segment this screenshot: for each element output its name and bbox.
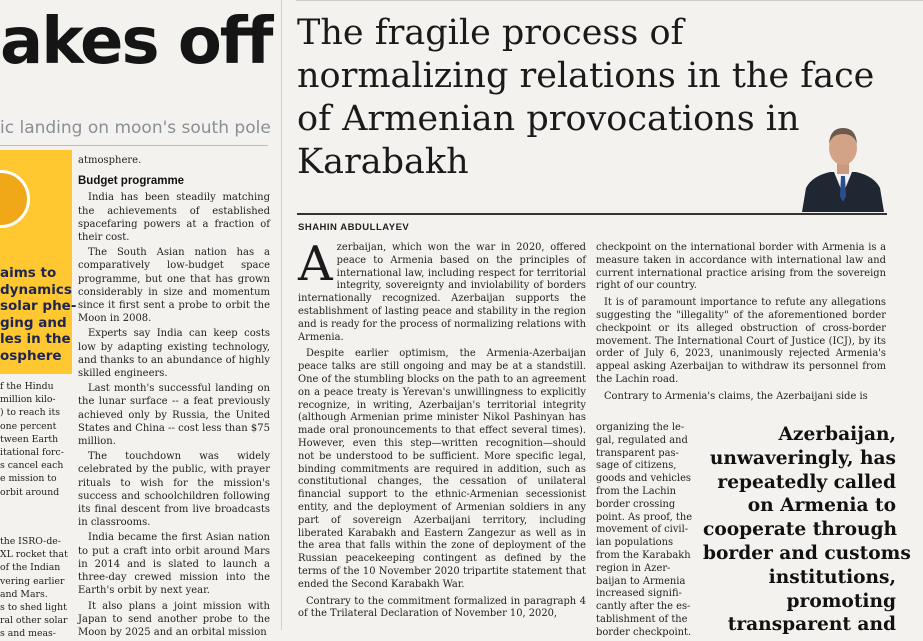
body-line: sage of citizens, xyxy=(596,460,677,472)
left-article-subhead: ic landing on moon's south pole xyxy=(0,118,271,138)
body-paragraph: It also plans a joint mission with Japan to send another probe to the Moon by 2025 and an orbital mission xyxy=(78,600,270,638)
section-heading: Budget programme xyxy=(78,175,185,188)
callout-text: aims to dynamics solar phe- ging and les in the osphere xyxy=(0,265,77,364)
left-article-body-column xyxy=(78,154,270,641)
article-column-2 xyxy=(596,242,886,408)
body-line: region in Azer- xyxy=(596,562,671,574)
fragment-line: itational forc- xyxy=(0,447,64,459)
byline: SHAHIN ABDULLAYEV xyxy=(298,222,410,233)
pull-quote: Azerbaijan, unwaveringly, has repeatedly called on Armenia to cooperate through border and customs institutions, promoting transparent and xyxy=(703,424,911,636)
body-line: baijan to Armenia xyxy=(596,575,686,587)
fragment-line: s to shed light xyxy=(0,602,67,614)
left-article-headline: akes off xyxy=(0,5,272,79)
drop-cap: A xyxy=(298,236,333,292)
fragment-line: s cancel each xyxy=(0,460,64,472)
body-line: goods and vehicles xyxy=(596,473,691,485)
body-paragraph: The South Asian nation has a comparatively low-budget space programme, but one that has grown considerably in size and momentum since it first sent a probe to orbit the Moon in 2008. xyxy=(78,247,270,325)
body-paragraph xyxy=(298,236,586,344)
body-paragraph: It is of paramount importance to refute any allegations suggesting the "illegality" of the aforementioned border checkpoint or its alleged obstruction of cross-border movement. The International Court of Justice (ICJ), by its order of July 6, 2023, unanimously rejected Armenia's appeal asking Azerbaijan to withdraw its personnel from the Lachin road. xyxy=(596,297,886,385)
body-paragraph: Despite earlier optimism, the Armenia-Azerbaijan peace talks are still ongoing and may be at a standstill. One of the stumbling blocks on the path to an agreement on a peace treaty is Yerevan's unwillingness to explicitly recognize, in writing, Azerbaijan's territorial integrity (although Armenian prime minister Nikol Pashinyan has made oral pronouncements to that effect several times). However, even this step—written recognition—should not be understood to be sufficient. More specific legal, binding commitments are required in addition, such as constitutional changes, the cessation of unilateral financial support to the ethnic-Armenian secessionist entity, and the deployment of Armenian soldiers in any part of sovereign Azerbaijani territory, including liberated Karabakh and Eastern Zangezur as well as in the area that falls within the zone of deployment of the Russian peacekeeping contingent as defined by the terms of the 10 November 2020 tripartite statement that ended the Second Karabakh War. xyxy=(298,348,586,590)
fragment-line: tween Earth xyxy=(0,433,59,445)
body-line: from the Karabakh xyxy=(596,549,691,561)
body-paragraph: Contrary to the commitment formalized in paragraph 4 of the Trilateral Declaration of November 10, 2020, xyxy=(298,595,586,620)
article-headline: The fragile process of normalizing relations in the face of Armenian provocations in Karabakh xyxy=(297,13,875,182)
body-paragraph: The touchdown was widely celebrated by the public, with prayer rituals to wish for the mission's success and schoolchildren following its final descent from live broadcasts in classrooms. xyxy=(78,451,270,529)
body-line: point. As proof, the xyxy=(596,511,693,523)
author-photo xyxy=(800,120,886,212)
fragment-line: million kilo- xyxy=(0,394,56,406)
body-paragraph: atmosphere. xyxy=(78,155,142,166)
body-paragraph: Contrary to Armenia's claims, the Azerbaijani side is xyxy=(604,390,868,402)
article-narrow-column xyxy=(596,422,696,640)
body-line: border crossing xyxy=(596,498,676,510)
body-paragraph: Last month's successful landing on the lunar surface -- a feat previously achieved only by Russia, the United States and China -- cost less than $75 million. xyxy=(78,383,270,448)
body-line: organizing the le- xyxy=(596,422,685,433)
top-rule xyxy=(296,0,923,1)
fragment-line: orbit around xyxy=(0,486,60,498)
fragment-line: s and meas- xyxy=(0,628,56,640)
body-paragraph: Experts say India can keep costs low by adapting existing technology, and thanks to an abundance of highly skilled engineers. xyxy=(78,328,270,380)
body-paragraph: checkpoint on the international border with Armenia is a measure taken in accordance with international law and current international practice arising from the sovereign right of our country. xyxy=(596,242,886,292)
paragraph-text: zerbaijan, which won the war in 2020, offered peace to Armenia based on the principles of international law, including respect for territorial integrity, sovereignty and inviolability of borders internationally recognized. Azerbaijan supports the establishment of lasting peace and stability in the region and is ready for the process of normalizing relations with Armenia. xyxy=(298,242,586,343)
body-line: cantly after the es- xyxy=(596,601,691,613)
left-fragment-column-top xyxy=(0,380,72,499)
fragment-line: e mission to xyxy=(0,473,57,485)
body-paragraph: India has been steadily matching the achievements of established spacefaring powers at a fraction of their cost. xyxy=(78,192,270,244)
body-line: ian populations xyxy=(596,537,674,549)
body-paragraph: India became the first Asian nation to put a craft into orbit around Mars in 2014 and is slated to launch a three-day crewed mission into the Earth's orbit by next year. xyxy=(78,532,270,597)
body-line: movement of civil- xyxy=(596,524,689,536)
fragment-line: and Mars. xyxy=(0,588,48,600)
left-divider xyxy=(0,145,268,146)
body-line: transparent pas- xyxy=(596,447,679,459)
fragment-line: ral other solar xyxy=(0,615,68,627)
body-line: tablishment of the xyxy=(596,613,688,625)
fragment-line: f the Hindu xyxy=(0,381,54,392)
body-line: gal, regulated and xyxy=(596,434,688,446)
byline-rule xyxy=(297,213,887,215)
fragment-line: ) to reach its xyxy=(0,407,60,419)
fragment-line: the ISRO-de- xyxy=(0,536,61,547)
fragment-line: vering earlier xyxy=(0,575,65,587)
body-line: from the Lachin xyxy=(596,485,676,497)
fragment-line: XL rocket that xyxy=(0,549,68,561)
fragment-line: of the Indian xyxy=(0,562,61,574)
article-column-1 xyxy=(298,236,586,625)
column-rule xyxy=(281,0,282,630)
body-line: border checkpoint. xyxy=(596,626,692,638)
left-fragment-column-bottom xyxy=(0,535,72,641)
fragment-line: one percent xyxy=(0,420,57,432)
body-line: increased signifi- xyxy=(596,588,682,600)
